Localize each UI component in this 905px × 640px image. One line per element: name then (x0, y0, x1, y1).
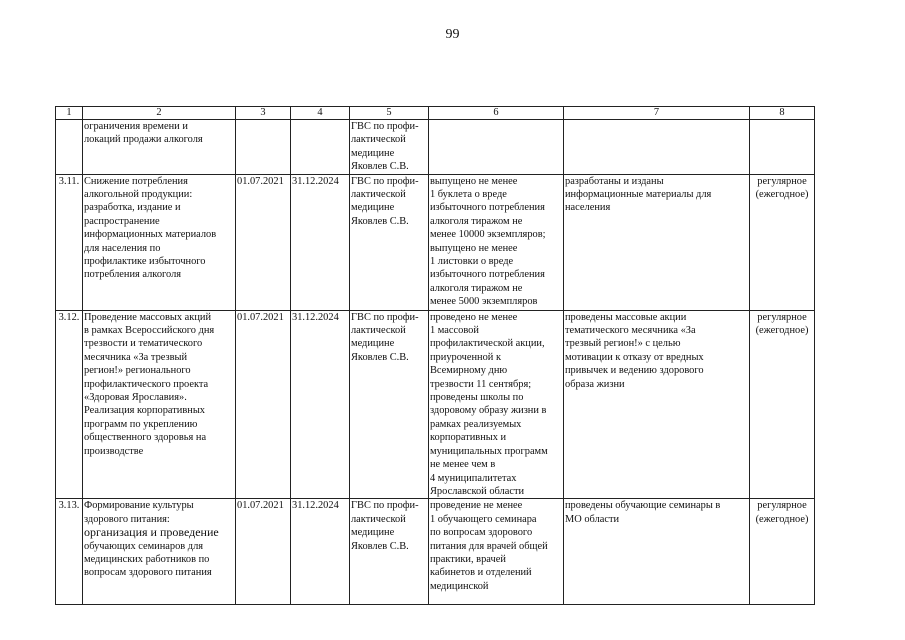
activity-cell-line: потребления алкоголя (84, 269, 182, 281)
periodicity-cell-line: (ежегодное) (755, 325, 809, 337)
activity-cell-line: Реализация корпоративных (84, 405, 205, 417)
end-date-cell-line: 31.12.2024 (292, 500, 339, 512)
indicator-cell-line: алкоголя тиражом не (430, 215, 523, 227)
indicator-cell-line: 4 муниципалитетах (430, 472, 517, 484)
end-date-cell (291, 120, 350, 175)
result-cell-line: разработаны и изданы (565, 175, 664, 187)
result-cell-line: трезвый регион!» с целью (565, 338, 681, 350)
item-number-cell (56, 120, 83, 175)
activity-cell-line: локаций продажи алкоголя (84, 134, 203, 146)
indicator-cell-line: менее 10000 экземпляров; (430, 229, 546, 241)
responsible-cell-line: Яковлев С.В. (351, 540, 409, 552)
result-cell-line: тематического месячника «За (565, 325, 696, 337)
result-cell (564, 120, 750, 175)
indicator-cell-line: выпущено не менее (430, 175, 518, 187)
responsible-cell (350, 174, 429, 310)
result-cell (564, 499, 750, 605)
measures-table (55, 106, 815, 605)
activity-cell-line: алкогольной продукции: (84, 189, 193, 201)
end-date-cell (291, 174, 350, 310)
indicator-cell-line: избыточного потребления (430, 202, 545, 214)
indicator-cell-line: муниципальных программ (430, 445, 548, 457)
indicator-cell-line: трезвости 11 сентября; (430, 378, 532, 390)
activity-cell-line: регион!» регионального (84, 365, 191, 377)
responsible-cell-line: лактической (351, 513, 406, 525)
activity-cell-line: для населения по (84, 242, 161, 254)
indicator-cell-line: проведено не менее (430, 311, 518, 323)
indicator-cell-line: рамках реализуемых (430, 418, 522, 430)
column-header: 3 (236, 107, 291, 120)
activity-cell-line: производстве (84, 445, 144, 457)
indicator-cell-line: питания для врачей общей (430, 540, 548, 552)
periodicity-cell (750, 120, 815, 175)
activity-cell-line: организация и проведение (84, 525, 219, 540)
column-header: 7 (564, 107, 750, 120)
result-cell-line: мотивации к отказу от вредных (565, 351, 704, 363)
indicator-cell-line: 1 массовой (430, 325, 479, 337)
indicator-cell-line: 1 листовки о вреде (430, 256, 514, 268)
activity-cell-line: ограничения времени и (84, 121, 188, 132)
end-date-cell (291, 499, 350, 605)
end-date-cell-line: 31.12.2024 (292, 175, 339, 187)
indicator-cell-line: проведены школы по (430, 392, 524, 404)
column-header: 1 (56, 107, 83, 120)
activity-cell-line: профилактического проекта (84, 378, 209, 390)
result-cell-line: привычек и ведению здорового (565, 365, 704, 377)
column-header: 6 (429, 107, 564, 120)
activity-cell-line: Снижение потребления (84, 175, 188, 187)
activity-cell-line: «Здоровая Ярославия». (84, 392, 187, 404)
responsible-cell (350, 499, 429, 605)
activity-cell-line: обучающих семинаров для (84, 540, 204, 552)
responsible-cell-line: лактической (351, 134, 406, 146)
indicator-cell-line: Всемирному дню (430, 365, 508, 377)
result-cell-line: информационные материалы для (565, 189, 712, 201)
responsible-cell-line: лактической (351, 189, 406, 201)
activity-cell-line: здорового питания: (84, 513, 170, 525)
item-number-cell (56, 310, 83, 499)
periodicity-cell-line: регулярное (757, 500, 807, 512)
responsible-cell-line: ГВС по профи- (351, 121, 419, 132)
end-date-cell-line: 31.12.2024 (292, 311, 339, 323)
responsible-cell-line: медицине (351, 202, 395, 214)
start-date-cell (236, 310, 291, 499)
start-date-cell-line: 01.07.2021 (237, 500, 284, 512)
item-number-cell-line: 3.11. (58, 175, 80, 187)
activity-cell (83, 310, 236, 499)
responsible-cell-line: ГВС по профи- (351, 311, 419, 323)
activity-cell-line: распространение (84, 215, 160, 227)
start-date-cell-line: 01.07.2021 (237, 175, 284, 187)
indicator-cell-line: алкоголя тиражом не (430, 282, 523, 294)
activity-cell-line: информационных материалов (84, 229, 217, 241)
responsible-cell-line: Яковлев С.В. (351, 161, 409, 173)
periodicity-cell (750, 310, 815, 499)
end-date-cell (291, 310, 350, 499)
activity-cell (83, 174, 236, 310)
periodicity-cell-line: (ежегодное) (755, 513, 809, 525)
periodicity-cell-line: (ежегодное) (755, 189, 809, 201)
responsible-cell (350, 120, 429, 175)
table-row (56, 120, 815, 175)
activity-cell (83, 499, 236, 605)
responsible-cell-line: лактической (351, 325, 406, 337)
periodicity-cell-line: регулярное (757, 311, 807, 323)
activity-cell-line: вопросам здорового питания (84, 567, 212, 579)
indicator-cell-line: выпущено не менее (430, 242, 518, 254)
indicator-cell-line: 1 буклета о вреде (430, 189, 507, 201)
result-cell-line: образа жизни (565, 378, 625, 390)
item-number-cell (56, 499, 83, 605)
item-number-cell-line: 3.13. (58, 500, 80, 512)
activity-cell (83, 120, 236, 175)
start-date-cell (236, 499, 291, 605)
responsible-cell-line: медицине (351, 527, 395, 539)
start-date-cell (236, 120, 291, 175)
indicator-cell-line: приуроченной к (430, 351, 501, 363)
indicator-cell-line: практики, врачей (430, 553, 506, 565)
start-date-cell (236, 174, 291, 310)
activity-cell-line: Проведение массовых акций (84, 311, 212, 323)
start-date-cell-line: 01.07.2021 (237, 311, 284, 323)
activity-cell-line: разработка, издание и (84, 202, 181, 214)
indicator-cell-line: не менее чем в (430, 459, 496, 471)
indicator-cell (429, 120, 564, 175)
responsible-cell-line: Яковлев С.В. (351, 351, 409, 363)
table-row (56, 499, 815, 605)
responsible-cell-line: Яковлев С.В. (351, 215, 409, 227)
responsible-cell-line: медицине (351, 147, 395, 159)
indicator-cell-line: кабинетов и отделений (430, 567, 532, 579)
periodicity-cell-line: регулярное (757, 175, 807, 187)
responsible-cell-line: медицине (351, 338, 395, 350)
activity-cell-line: профилактике избыточного (84, 256, 206, 268)
activity-cell-line: месячника «За трезвый (84, 351, 188, 363)
result-cell-line: проведены обучающие семинары в (565, 500, 721, 512)
responsible-cell (350, 310, 429, 499)
indicator-cell-line: 1 обучающего семинара (430, 513, 537, 525)
responsible-cell-line: ГВС по профи- (351, 500, 419, 512)
indicator-cell (429, 310, 564, 499)
activity-cell-line: медицинских работников по (84, 553, 210, 565)
activity-cell-line: трезвости и тематического (84, 338, 203, 350)
activity-cell-line: программ по укреплению (84, 418, 198, 430)
indicator-cell-line: проведение не менее (430, 500, 523, 512)
indicator-cell-line: медицинской (430, 580, 489, 592)
indicator-cell-line: Ярославской области (430, 485, 525, 497)
responsible-cell-line: ГВС по профи- (351, 175, 419, 187)
result-cell-line: МО области (565, 513, 620, 525)
result-cell (564, 310, 750, 499)
table-row (56, 310, 815, 499)
indicator-cell-line: корпоративных и (430, 432, 507, 444)
result-cell (564, 174, 750, 310)
indicator-cell-line: менее 5000 экземпляров (430, 296, 538, 308)
indicator-cell-line: избыточного потребления (430, 269, 545, 281)
indicator-cell-line: по вопросам здорового (430, 527, 533, 539)
column-header: 5 (350, 107, 429, 120)
page-number: 99 (445, 27, 460, 42)
activity-cell-line: в рамках Всероссийского дня (84, 325, 215, 337)
item-number-cell (56, 174, 83, 310)
table-row (56, 174, 815, 310)
indicator-cell-line: профилактической акции, (430, 338, 545, 350)
column-header: 8 (750, 107, 815, 120)
result-cell-line: проведены массовые акции (565, 311, 687, 323)
column-number-row (56, 107, 815, 120)
item-number-cell-line: 3.12. (58, 311, 80, 323)
column-header: 2 (83, 107, 236, 120)
activity-cell-line: Формирование культуры (84, 500, 194, 512)
periodicity-cell (750, 174, 815, 310)
indicator-cell (429, 174, 564, 310)
result-cell-line: населения (565, 202, 611, 214)
indicator-cell (429, 499, 564, 605)
activity-cell-line: общественного здоровья на (84, 432, 207, 444)
indicator-cell-line: здоровому образу жизни в (430, 405, 547, 417)
periodicity-cell (750, 499, 815, 605)
column-header: 4 (291, 107, 350, 120)
